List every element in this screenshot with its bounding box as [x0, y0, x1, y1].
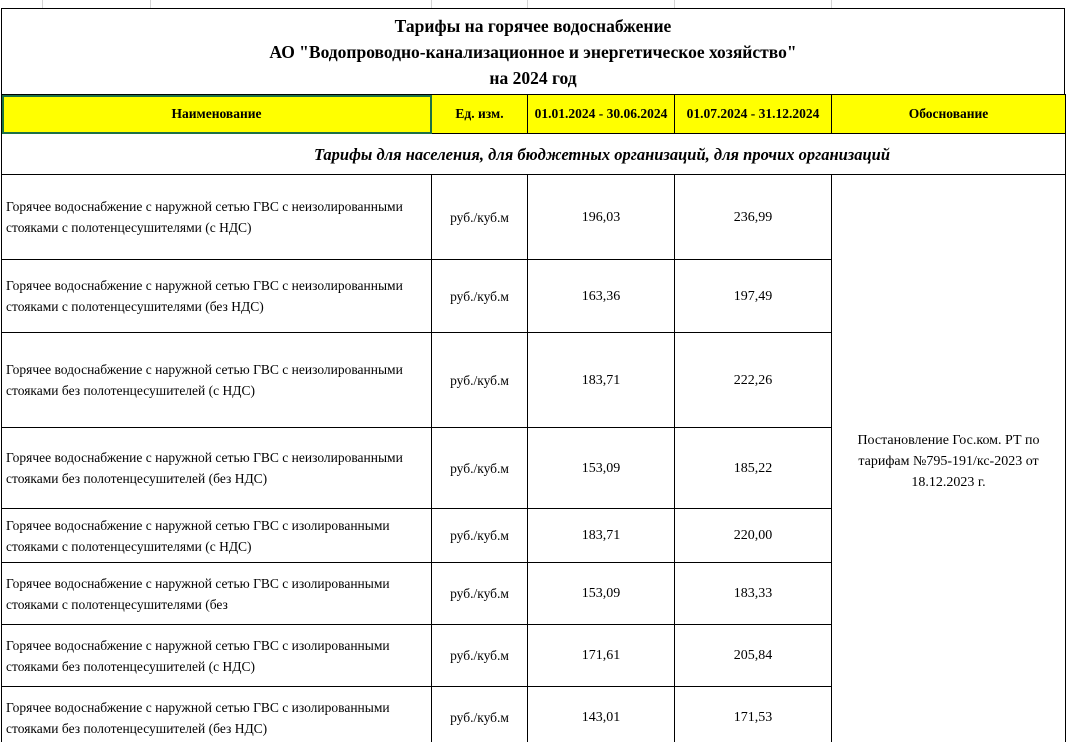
row-name-cell[interactable]: Горячее водоснабжение с наружной сетью ГВС с изолированными стояками с полотенцесушителями (с НДС) [2, 509, 432, 563]
sheet-gridlines [0, 0, 1067, 8]
row-period1-value[interactable]: 143,01 [528, 687, 675, 742]
row-period2-value[interactable]: 183,33 [675, 563, 832, 625]
title-line-2: АО "Водопроводно-канализационное и энергетическое хозяйство" [269, 42, 797, 62]
title-line-3: на 2024 год [489, 68, 577, 88]
row-unit-cell[interactable]: руб./куб.м [432, 563, 528, 625]
row-period2-value[interactable]: 222,26 [675, 333, 832, 428]
row-period2-value[interactable]: 185,22 [675, 428, 832, 509]
title-block [1, 8, 1065, 94]
header-period1-cell[interactable]: 01.01.2024 - 30.06.2024 [528, 95, 675, 134]
header-basis-cell[interactable]: Обоснование [832, 95, 1066, 134]
table-body [2, 175, 1066, 742]
row-unit-cell[interactable]: руб./куб.м [432, 625, 528, 687]
row-unit-cell[interactable]: руб./куб.м [432, 509, 528, 563]
row-period2-value[interactable]: 197,49 [675, 260, 832, 333]
title-line-1: Тарифы на горячее водоснабжение [394, 16, 672, 36]
row-period2-value[interactable]: 220,00 [675, 509, 832, 563]
row-name-cell[interactable]: Горячее водоснабжение с наружной сетью ГВС с изолированными стояками без полотенцесушителей (с НДС) [2, 625, 432, 687]
row-unit-cell[interactable]: руб./куб.м [432, 175, 528, 260]
section-title[interactable]: Тарифы для населения, для бюджетных организаций, для прочих организаций [2, 134, 1066, 175]
table-row [2, 175, 1066, 260]
row-period1-value[interactable]: 171,61 [528, 625, 675, 687]
row-name-cell[interactable]: Горячее водоснабжение с наружной сетью ГВС с изолированными стояками с полотенцесушителями (без [2, 563, 432, 625]
row-period1-value[interactable]: 183,71 [528, 333, 675, 428]
row-period1-value[interactable]: 153,09 [528, 428, 675, 509]
header-unit-cell[interactable]: Ед. изм. [432, 95, 528, 134]
header-row [2, 95, 1066, 134]
tariff-table [1, 94, 1066, 742]
section-row [2, 134, 1066, 175]
row-unit-cell[interactable]: руб./куб.м [432, 687, 528, 742]
row-unit-cell[interactable]: руб./куб.м [432, 260, 528, 333]
header-name-cell[interactable]: Наименование [2, 95, 432, 134]
row-unit-cell[interactable]: руб./куб.м [432, 333, 528, 428]
row-unit-cell[interactable]: руб./куб.м [432, 428, 528, 509]
header-period2-cell[interactable]: 01.07.2024 - 31.12.2024 [675, 95, 832, 134]
basis-cell[interactable]: Постановление Гос.ком. РТ по тарифам №795-191/кс-2023 от 18.12.2023 г. [832, 175, 1066, 742]
row-period2-value[interactable]: 236,99 [675, 175, 832, 260]
row-name-cell[interactable]: Горячее водоснабжение с наружной сетью ГВС с изолированными стояками без полотенцесушителей (без НДС) [2, 687, 432, 742]
row-period2-value[interactable]: 205,84 [675, 625, 832, 687]
row-name-cell[interactable]: Горячее водоснабжение с наружной сетью ГВС с неизолированными стояками с полотенцесушителями (с НДС) [2, 175, 432, 260]
row-period1-value[interactable]: 196,03 [528, 175, 675, 260]
row-period1-value[interactable]: 153,09 [528, 563, 675, 625]
row-period2-value[interactable]: 171,53 [675, 687, 832, 742]
row-name-cell[interactable]: Горячее водоснабжение с наружной сетью ГВС с неизолированными стояками без полотенцесушителей (с НДС) [2, 333, 432, 428]
row-name-cell[interactable]: Горячее водоснабжение с наружной сетью ГВС с неизолированными стояками с полотенцесушителями (без НДС) [2, 260, 432, 333]
row-period1-value[interactable]: 183,71 [528, 509, 675, 563]
row-period1-value[interactable]: 163,36 [528, 260, 675, 333]
row-name-cell[interactable]: Горячее водоснабжение с наружной сетью ГВС с неизолированными стояками без полотенцесушителей (без НДС) [2, 428, 432, 509]
